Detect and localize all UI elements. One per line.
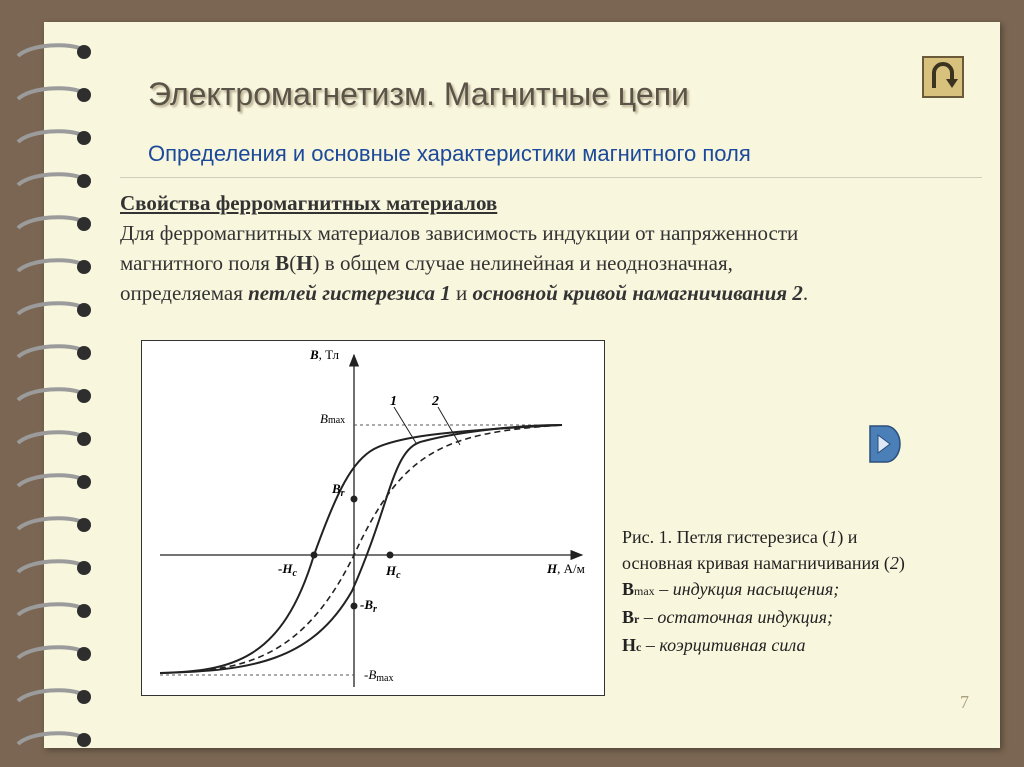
x-axis-label: H, А/м — [547, 561, 585, 576]
binding-hole — [77, 647, 91, 661]
body-text — [120, 188, 980, 308]
spiral-ring — [18, 690, 84, 701]
u-turn-arrow-icon — [924, 58, 962, 96]
binding-hole — [77, 475, 91, 489]
binding-hole — [77, 217, 91, 231]
page-number: 7 — [960, 692, 969, 712]
y-axis-label: B, Тл — [310, 347, 339, 362]
spiral-binding-icon — [0, 0, 110, 767]
point-neg-hc — [311, 552, 318, 559]
bmax-label: Bmax — [320, 411, 346, 426]
caption-hc: Hc – коэрцитивная сила — [622, 635, 806, 655]
spiral-ring — [18, 604, 84, 615]
spiral-ring — [18, 260, 84, 271]
neg-hc-label: $-H_c$ — [278, 561, 297, 579]
curve2-label: 2 — [432, 394, 439, 409]
spiral-ring — [18, 131, 84, 142]
hysteresis-loop-ascending — [160, 425, 562, 673]
binding-hole — [77, 389, 91, 403]
magnetization-curve — [160, 425, 562, 673]
spiral-ring — [18, 733, 84, 744]
spiral-ring — [18, 518, 84, 529]
binding-hole — [77, 303, 91, 317]
section-heading: Свойства ферромагнитных материалов — [120, 191, 498, 215]
spiral-ring — [18, 561, 84, 572]
divider — [120, 177, 982, 178]
curve1-label: 1 — [390, 394, 397, 409]
body-line-3: определяемая петлей гистерезиса 1 и основной кривой намагничивания 2. — [120, 281, 809, 305]
point-neg-br — [351, 603, 358, 610]
caption-line-2: основная кривая намагничивания (2) — [622, 553, 905, 573]
figure-caption — [622, 524, 992, 660]
hysteresis-figure — [141, 340, 605, 696]
binding-hole — [77, 561, 91, 575]
body-line-2: магнитного поля B(H) в общем случае нелинейная и неоднозначная, — [120, 251, 733, 275]
binding-hole — [77, 604, 91, 618]
curve2-leader — [438, 407, 460, 445]
binding-hole — [77, 260, 91, 274]
binding-hole — [77, 88, 91, 102]
play-arrow-icon — [868, 424, 902, 464]
slide-subtitle: Определения и основные характеристики магнитного поля — [148, 141, 751, 166]
binding-hole — [77, 733, 91, 747]
spiral-ring — [18, 303, 84, 314]
hysteresis-loop-term: петлей гистерезиса 1 — [248, 281, 451, 305]
slide-title: Электромагнетизм. Магнитные цепи — [148, 76, 689, 112]
hysteresis-loop-descending — [160, 425, 562, 673]
next-button[interactable] — [868, 424, 902, 464]
spiral-ring — [18, 475, 84, 486]
caption-line-1: Рис. 1. Петля гистерезиса (1) и — [622, 527, 858, 547]
binding-hole — [77, 518, 91, 532]
br-label: $B_r$ — [332, 481, 345, 499]
binding-hole — [77, 346, 91, 360]
hc-label: $H_c$ — [386, 563, 401, 581]
binding-hole — [77, 174, 91, 188]
binding-hole — [77, 690, 91, 704]
spiral-ring — [18, 88, 84, 99]
spiral-ring — [18, 647, 84, 658]
binding-hole — [77, 131, 91, 145]
binding-hole — [77, 45, 91, 59]
point-hc — [387, 552, 394, 559]
binding-hole — [77, 432, 91, 446]
spiral-ring — [18, 45, 84, 56]
caption-bmax: Bmax – индукция насыщения; — [622, 579, 840, 599]
home-button[interactable] — [922, 56, 964, 98]
spiral-ring — [18, 174, 84, 185]
spiral-ring — [18, 217, 84, 228]
neg-br-label: $-B_r$ — [360, 597, 377, 615]
magnetization-curve-term: основной кривой намагничивания 2 — [472, 281, 803, 305]
spiral-ring — [18, 346, 84, 357]
point-br — [351, 496, 358, 503]
spiral-ring — [18, 432, 84, 443]
body-line-1: Для ферромагнитных материалов зависимость индукции от напряженности — [120, 221, 799, 245]
spiral-ring — [18, 389, 84, 400]
caption-br: Br – остаточная индукция; — [622, 607, 834, 627]
neg-bmax-label: -Bmax — [364, 667, 394, 684]
